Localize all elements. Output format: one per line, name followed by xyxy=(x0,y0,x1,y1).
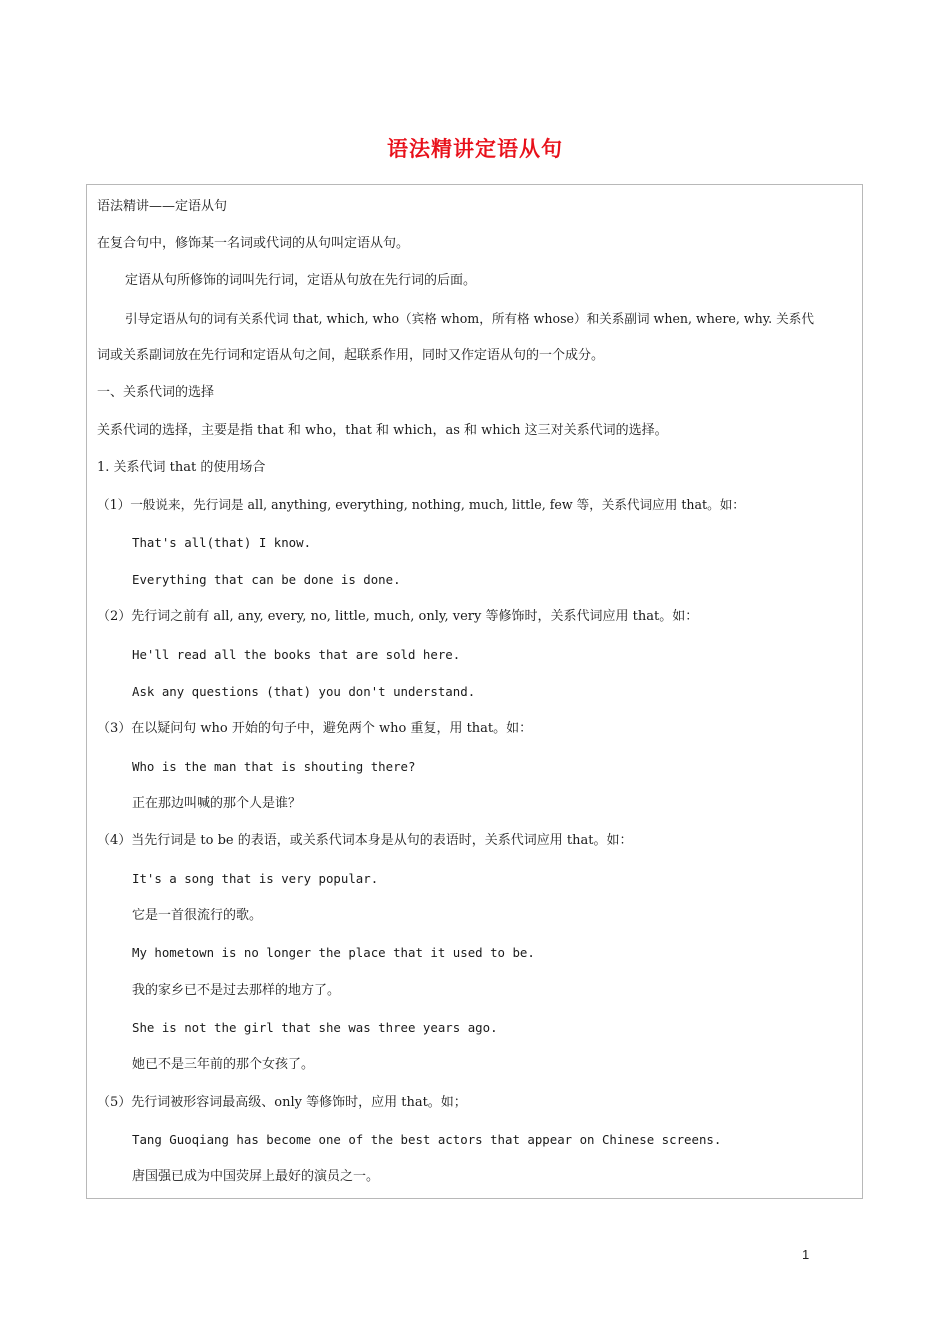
rule-item: （3）在以疑问句 who 开始的句子中，避免两个 who 重复，用 that。如： xyxy=(97,721,533,736)
page-number: 1 xyxy=(802,1247,810,1262)
rule-item: （2）先行词之前有 all, any, every, no, little, much, only, very 等修饰时，关系代词应用 that。如： xyxy=(97,609,699,624)
example-sentence: My hometown is no longer the place that it used to be. xyxy=(132,945,535,960)
paragraph: 关系代词的选择，主要是指 that 和 who，that 和 which，as 和 which 这三对关系代词的选择。 xyxy=(97,423,668,438)
example-translation: 唐国强已成为中国荧屏上最好的演员之一。 xyxy=(132,1169,380,1184)
subsection-heading: 一、关系代词的选择 xyxy=(97,385,215,400)
example-sentence: Tang Guoqiang has become one of the best actors that appear on Chinese screens. xyxy=(132,1132,722,1147)
paragraph: 词或关系副词放在先行词和定语从句之间，起联系作用，同时又作定语从句的一个成分。 xyxy=(97,348,605,363)
content-box xyxy=(86,184,863,1199)
example-sentence: Everything that can be done is done. xyxy=(132,572,401,587)
rule-item: （1）一般说来，先行词是 all, anything, everything, nothing, much, little, few 等，关系代词应用 that。如： xyxy=(97,497,745,512)
paragraph: 定语从句所修饰的词叫先行词，定语从句放在先行词的后面。 xyxy=(125,273,477,288)
example-sentence: She is not the girl that she was three years ago. xyxy=(132,1020,498,1035)
rule-item: （5）先行词被形容词最高级、only 等修饰时，应用 that。如； xyxy=(97,1095,467,1110)
example-translation: 它是一首很流行的歌。 xyxy=(132,908,263,923)
paragraph: 引导定语从句的词有关系代词 that, which, who（宾格 whom，所有格 whose）和关系副词 when, where, why. 关系代 xyxy=(125,311,814,326)
example-sentence: Ask any questions (that) you don't understand. xyxy=(132,684,476,699)
example-sentence: He'll read all the books that are sold here. xyxy=(132,647,461,662)
rule-item: （4）当先行词是 to be 的表语，或关系代词本身是从句的表语时，关系代词应用 that。如： xyxy=(97,833,633,848)
example-translation: 正在那边叫喊的那个人是谁？ xyxy=(132,796,302,811)
example-sentence: Who is the man that is shouting there? xyxy=(132,759,416,774)
section-heading: 语法精讲——定语从句 xyxy=(97,199,228,214)
example-sentence: It's a song that is very popular. xyxy=(132,871,379,886)
paragraph: 在复合句中，修饰某一名词或代词的从句叫定语从句。 xyxy=(97,236,410,251)
example-translation: 她已不是三年前的那个女孩了。 xyxy=(132,1057,315,1072)
document-title: 语法精讲定语从句 xyxy=(387,136,563,161)
example-translation: 我的家乡已不是过去那样的地方了。 xyxy=(132,983,341,998)
example-sentence: That's all(that) I know. xyxy=(132,535,312,550)
list-heading: 1. 关系代词 that 的使用场合 xyxy=(97,460,266,475)
